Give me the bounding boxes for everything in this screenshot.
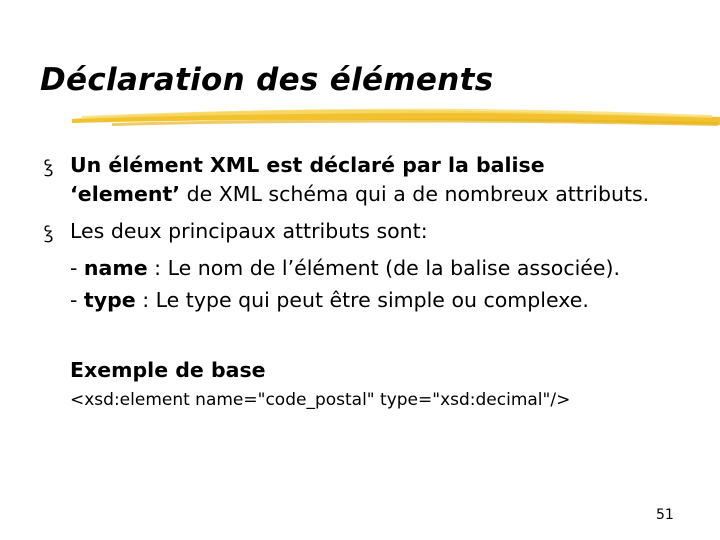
bullet-1-line-2-text: de XML schéma qui a de nombreux attributs. — [180, 182, 650, 206]
z-bullet-icon: ꝣ — [44, 156, 54, 177]
slide-title: Déclaration des éléments — [40, 62, 494, 98]
bullet-1-line-2 — [70, 184, 649, 205]
title-underline-brush — [72, 103, 720, 133]
attribute-type-keyword: type — [83, 288, 136, 312]
attribute-type-line — [70, 290, 589, 311]
attribute-type-desc: : Le type qui peut être simple ou complexe. — [135, 288, 589, 312]
attribute-name-desc: : Le nom de l’élément (de la balise associée). — [147, 256, 621, 280]
bullet-2-line-1: Les deux principaux attributs sont: — [70, 219, 428, 243]
dash: - — [70, 256, 84, 280]
page-number: 51 — [656, 507, 674, 523]
example-code: <xsd:element name="code_postal" type="xsd:decimal"/> — [70, 390, 571, 410]
attribute-name-line — [70, 258, 620, 279]
bullet-1-line-1: Un élément XML est déclaré par la balise — [70, 153, 545, 177]
dash: - — [70, 288, 84, 312]
example-heading: Exemple de base — [70, 358, 266, 382]
element-keyword: ‘element’ — [70, 182, 181, 206]
attribute-name-keyword: name — [83, 256, 148, 280]
z-bullet-icon: ꝣ — [44, 222, 54, 243]
